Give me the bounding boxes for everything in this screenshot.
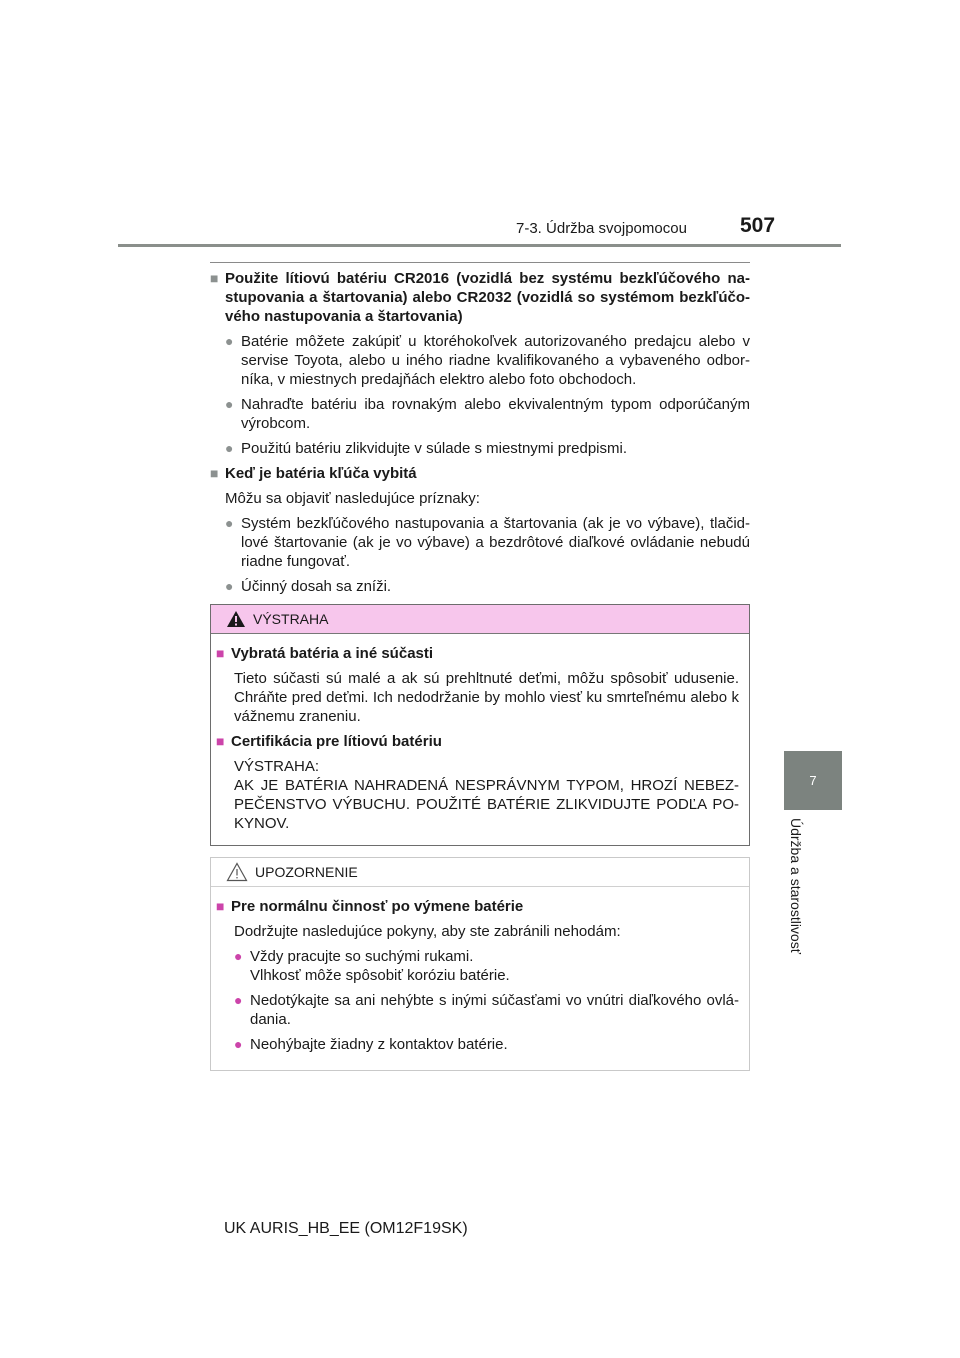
top-rule [210, 262, 750, 263]
round-bullet-icon: ● [225, 396, 234, 412]
section-battery-type [210, 269, 750, 458]
warning-item-heading: ■ Vybratá batéria a iné súčasti [216, 645, 434, 662]
warning-title: VÝSTRAHA [253, 610, 329, 627]
round-bullet-icon: ● [225, 440, 234, 456]
header-rule [118, 244, 841, 247]
round-bullet-icon: ● [225, 333, 234, 349]
section-title: 7-3. Údržba svojpomocou [516, 220, 687, 237]
section-battery-depleted [210, 464, 750, 596]
round-bullet-icon: ● [225, 515, 234, 531]
footer-model-code: UK AURIS_HB_EE (OM12F19SK) [224, 1220, 468, 1237]
caution-header [211, 858, 749, 887]
list-item: ● Vždy pracujte so suchými rukami. Vlhkosť môže spôsobiť koróziu batérie. [234, 948, 510, 984]
warning-item-text: VÝSTRAHA: AK JE BATÉRIA NAHRADENÁ NESPRÁVNYM TYPOM, HROZÍ NEBEZ-PEČENSTVO VÝBUCHU. POUŽITÉ BATÉRIE ZLIKVIDUJTE PODĽA PO-KYNOV. [234, 758, 739, 832]
list-item: ● Neohýbajte žiadny z kontaktov batérie. [234, 1036, 508, 1053]
chapter-number: 7 [809, 773, 817, 788]
warning-body [211, 634, 749, 845]
square-bullet-icon: ■ [216, 733, 225, 749]
caution-triangle-icon [226, 862, 248, 882]
warning-item-heading: ■ Certifikácia pre lítiovú batériu [216, 733, 442, 750]
caution-item-heading: ■ Pre normálnu činnosť po výmene batérie [216, 898, 524, 915]
caution-title: UPOZORNENIE [255, 863, 358, 880]
list-item: ● Batérie môžete zakúpiť u ktoréhokoľvek autorizovaného predajcu alebo v servise Toyota, alebo u iného riadne kvalifikovaného a vybaveného odbor-níka, v miestnych predajňách elektro alebo foto obchodoch. [225, 333, 750, 388]
round-bullet-icon: ● [234, 992, 243, 1008]
warning-triangle-icon [226, 610, 246, 628]
round-bullet-icon: ● [234, 1036, 243, 1052]
page-number: 507 [740, 214, 776, 237]
list-item: ● Nahraďte batériu iba rovnakým alebo ekvivalentným typom odporúčaným výrobcom. [225, 396, 750, 432]
section-intro: Môžu sa objaviť nasledujúce príznaky: [225, 490, 480, 507]
warning-item-text: Tieto súčasti sú malé a ak sú prehltnuté deťmi, môžu spôsobiť udusenie. Chráňte pred deťmi. Ich nedodržanie by mohlo viesť ku smrteľnému alebo k vážnemu zraneniu. [234, 670, 739, 725]
list-item: ● Použitú batériu zlikvidujte v súlade s miestnymi predpismi. [225, 440, 627, 457]
list-item: ● Systém bezkľúčového nastupovania a štartovania (ak je vo výbave), tlačid-lové štartovanie (ak je vo výbave) a bezdrôtové diaľkové ovládanie nebudú riadne fungovať. [225, 515, 750, 570]
caution-box [210, 857, 750, 1071]
chapter-tab[interactable] [784, 751, 842, 810]
square-bullet-icon: ■ [216, 645, 225, 661]
round-bullet-icon: ● [225, 578, 234, 594]
round-bullet-icon: ● [234, 948, 243, 964]
section-heading: ■ Použite lítiovú batériu CR2016 (vozidlá bez systému bezkľúčového na-stupovania a štartovania) alebo CR2032 (vozidlá so systémom bezkľúčo-vého nastupovania a štartovania) [210, 270, 750, 325]
caution-intro: Dodržujte nasledujúce pokyny, aby ste zabránili nehodám: [234, 923, 621, 940]
square-bullet-icon: ■ [210, 270, 219, 286]
warning-header [211, 605, 749, 634]
warning-box [210, 604, 750, 846]
caution-body [211, 887, 749, 1070]
list-item: ● Nedotýkajte sa ani nehýbte s inými súčasťami vo vnútri diaľkového ovlá-dania. [234, 992, 739, 1028]
chapter-title: Údržba a starostlivosť [788, 818, 804, 954]
page-content [210, 262, 750, 1071]
square-bullet-icon: ■ [210, 465, 219, 481]
square-bullet-icon: ■ [216, 898, 225, 914]
list-item: ● Účinný dosah sa zníži. [225, 578, 392, 595]
section-heading: ■ Keď je batéria kľúča vybitá [210, 465, 417, 482]
